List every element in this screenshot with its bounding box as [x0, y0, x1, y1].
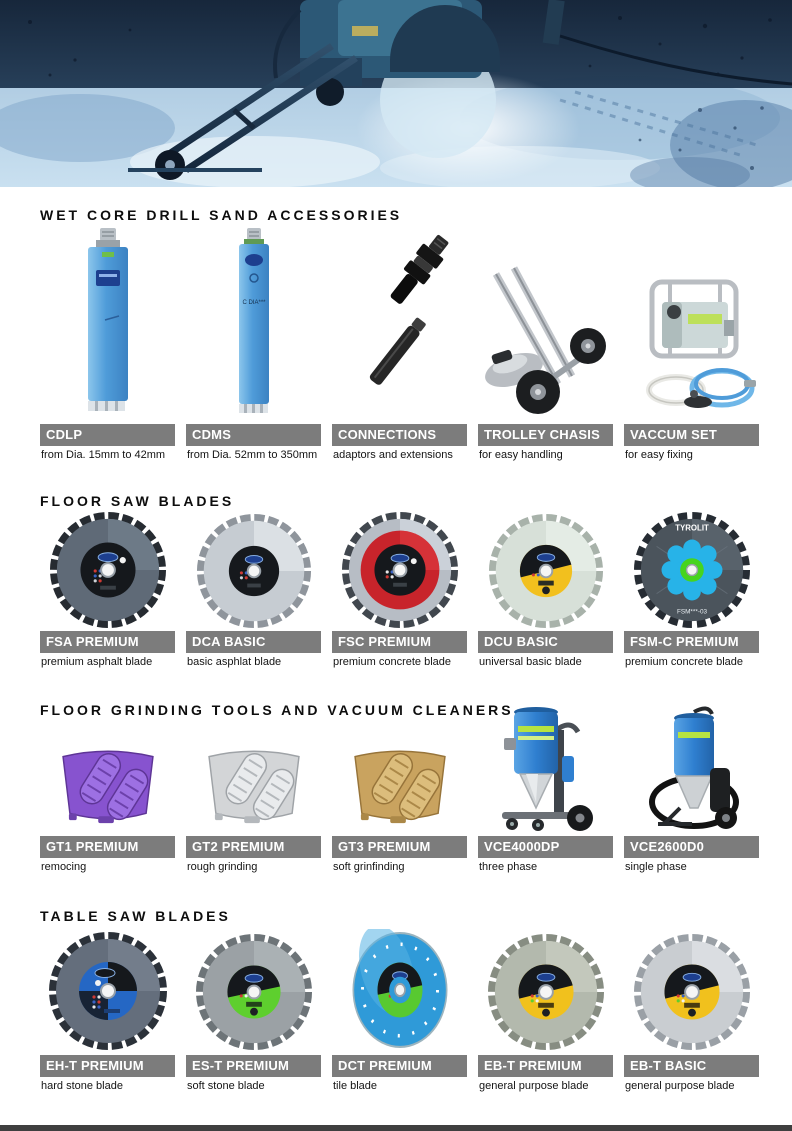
product-name-bar — [624, 1055, 759, 1077]
blade-cyan-flower-icon — [633, 511, 751, 629]
product-card-gt3-premium — [332, 720, 467, 876]
product-image-fsc-premium — [332, 511, 467, 631]
product-caption: single phase — [625, 861, 687, 873]
product-card-eb-t-premium — [478, 926, 613, 1095]
product-image-eh-t-premium — [40, 926, 175, 1055]
product-card-fsc-premium — [332, 511, 467, 671]
product-card-fsm-c-premium — [624, 511, 759, 671]
product-name-bar — [332, 1055, 467, 1077]
section-title-floor-grinding: FLOOR GRINDING TOOLS AND VACUUM CLEANERS — [40, 702, 514, 718]
blade-silver-icon — [196, 513, 312, 629]
product-name-bar — [40, 836, 175, 858]
product-image-eb-t-basic — [624, 926, 759, 1055]
product-name: DCA BASIC — [192, 634, 266, 649]
product-image-cdms — [186, 225, 321, 424]
blade-yellow-center-light-icon — [633, 933, 751, 1051]
section-title-wet-core-drill: WET CORE DRILL SAND ACCESSORIES — [40, 207, 403, 223]
blade-blue-center-icon — [48, 931, 168, 1051]
product-card-vce2600d0 — [624, 720, 759, 876]
product-image-es-t-premium — [186, 926, 321, 1055]
product-card-fsa-premium — [40, 511, 175, 671]
product-name: VACCUM SET — [630, 427, 717, 442]
product-image-fsa-premium — [40, 511, 175, 631]
vacuum-pump-set-icon — [626, 268, 758, 416]
product-caption: for easy fixing — [625, 449, 693, 461]
product-caption: from Dia. 52mm to 350mm — [187, 449, 318, 461]
blade-yellow-center-gray-icon — [487, 933, 605, 1051]
product-name: GT3 PREMIUM — [338, 839, 431, 854]
product-grid-grinding-vacuum — [40, 720, 760, 876]
blade-yellow-center-icon — [488, 513, 604, 629]
core-drill-slim-icon — [232, 226, 276, 416]
product-name-bar — [624, 631, 759, 653]
product-caption: soft stone blade — [187, 1080, 265, 1092]
product-caption: premium concrete blade — [625, 656, 744, 668]
product-caption: tile blade — [333, 1080, 378, 1092]
product-card-gt2-premium — [186, 720, 321, 876]
product-name-bar — [478, 631, 613, 653]
product-name-bar — [40, 1055, 175, 1077]
product-caption: rough grinding — [187, 861, 258, 873]
product-caption: for easy handling — [479, 449, 563, 461]
product-name: GT2 PREMIUM — [192, 839, 285, 854]
product-card-cdlp — [40, 225, 175, 464]
product-image-vce4000dp — [478, 720, 613, 836]
product-name: FSA PREMIUM — [46, 634, 139, 649]
product-image-eb-t-premium — [478, 926, 613, 1055]
product-caption: universal basic blade — [479, 656, 582, 668]
product-name: FSC PREMIUM — [338, 634, 432, 649]
product-caption: adaptors and extensions — [333, 449, 453, 461]
product-caption: general purpose blade — [625, 1080, 735, 1092]
product-name: EB-T PREMIUM — [484, 1058, 582, 1073]
section-title-floor-saw-blades: FLOOR SAW BLADES — [40, 493, 235, 509]
vacuum-cleaner-large-icon — [488, 704, 604, 834]
product-name-bar — [186, 836, 321, 858]
product-name-bar — [332, 836, 467, 858]
product-card-vaccum-set — [624, 225, 759, 464]
product-name-bar — [186, 1055, 321, 1077]
product-name-bar — [478, 836, 613, 858]
product-image-dct-premium — [332, 926, 467, 1055]
product-card-gt1-premium — [40, 720, 175, 876]
product-grid-floor-saw-blades — [40, 511, 760, 671]
product-card-es-t-premium — [186, 926, 321, 1095]
blade-green-center-icon — [195, 933, 313, 1051]
product-image-gt3-premium — [332, 720, 467, 836]
product-name: GT1 PREMIUM — [46, 839, 139, 854]
product-name: DCU BASIC — [484, 634, 559, 649]
catalog-content — [40, 187, 760, 1095]
product-name: CONNECTIONS — [338, 427, 437, 442]
product-name-bar — [40, 424, 175, 446]
product-grid-table-saw-blades — [40, 926, 760, 1095]
blade-logo-text: TYROLIT — [674, 523, 709, 533]
product-image-dca-basic — [186, 511, 321, 631]
adaptor-extension-icon — [335, 226, 465, 416]
product-caption: general purpose blade — [479, 1080, 589, 1092]
product-card-eh-t-premium — [40, 926, 175, 1095]
floor-saw-photo-icon — [0, 0, 792, 187]
product-image-trolley-chasis — [478, 225, 613, 424]
product-caption: three phase — [479, 861, 538, 873]
product-name-bar — [186, 424, 321, 446]
product-image-dcu-basic — [478, 511, 613, 631]
product-card-dcu-basic — [478, 511, 613, 671]
blade-model-text: FSM***-03 — [676, 608, 707, 616]
product-card-dca-basic — [186, 511, 321, 671]
product-image-vaccum-set — [624, 225, 759, 424]
product-caption: premium concrete blade — [333, 656, 452, 668]
section-title-table-saw-blades: TABLE SAW BLADES — [40, 908, 231, 924]
product-caption: soft grinfinding — [333, 861, 405, 873]
product-grid-accessories — [40, 225, 760, 464]
footer-bar — [0, 1125, 792, 1131]
product-card-cdms — [186, 225, 321, 464]
product-name: FSM-C PREMIUM — [630, 634, 739, 649]
grinding-shoe-gold-icon — [341, 741, 459, 827]
product-caption: hard stone blade — [41, 1080, 123, 1092]
product-name-bar — [186, 631, 321, 653]
product-name: VCE4000DP — [484, 839, 560, 854]
product-image-connections — [332, 225, 467, 424]
product-caption: from Dia. 15mm to 42mm — [41, 449, 166, 461]
product-name-bar — [478, 424, 613, 446]
product-name-bar — [332, 424, 467, 446]
blade-red-center-icon — [341, 511, 459, 629]
product-image-cdlp — [40, 225, 175, 424]
product-name-bar — [332, 631, 467, 653]
product-image-fsm-c-premium — [624, 511, 759, 631]
blade-blue-tile-icon — [350, 929, 450, 1051]
hero-photo — [0, 0, 792, 187]
trolley-chassis-icon — [480, 266, 612, 416]
product-name: EH-T PREMIUM — [46, 1058, 144, 1073]
product-card-connections — [332, 225, 467, 464]
product-name-bar — [624, 836, 759, 858]
product-name: DCT PREMIUM — [338, 1058, 432, 1073]
grinding-shoe-purple-icon — [49, 741, 167, 827]
product-name: CDLP — [46, 427, 83, 442]
product-caption: remocing — [41, 861, 87, 873]
product-card-dct-premium — [332, 926, 467, 1095]
product-image-vce2600d0 — [624, 720, 759, 836]
product-name-bar — [478, 1055, 613, 1077]
grinding-shoe-silver-icon — [195, 741, 313, 827]
product-name: TROLLEY CHASIS — [484, 427, 600, 442]
product-name-bar — [624, 424, 759, 446]
product-name: VCE2600D0 — [630, 839, 705, 854]
product-name: EB-T BASIC — [630, 1058, 707, 1073]
blade-dark-steel-icon — [49, 511, 167, 629]
product-card-vce4000dp — [478, 720, 613, 876]
product-name: CDMS — [192, 427, 232, 442]
product-caption: premium asphalt blade — [41, 656, 153, 668]
product-name-bar — [40, 631, 175, 653]
drill-micro-text: C DIA*** — [241, 300, 266, 306]
vacuum-cleaner-small-icon — [634, 706, 750, 834]
product-name: ES-T PREMIUM — [192, 1058, 290, 1073]
core-drill-large-icon — [79, 226, 137, 416]
product-image-gt1-premium — [40, 720, 175, 836]
product-image-gt2-premium — [186, 720, 321, 836]
product-caption: basic asphlat blade — [187, 656, 282, 668]
product-card-trolley-chasis — [478, 225, 613, 464]
product-card-eb-t-basic — [624, 926, 759, 1095]
